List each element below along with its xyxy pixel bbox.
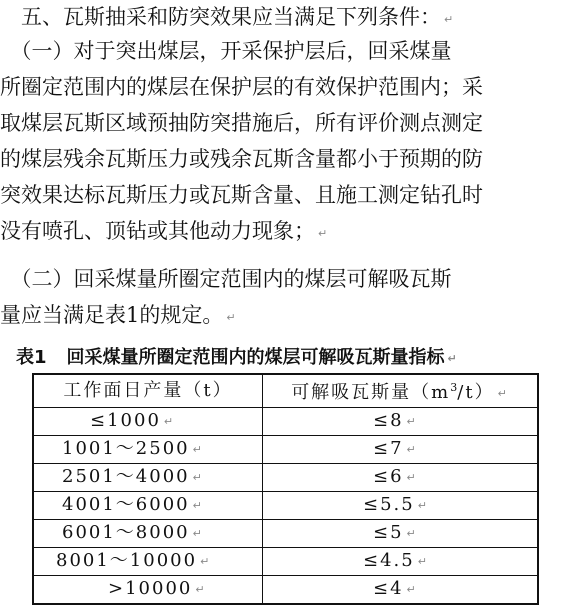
paragraph-line: 量应当满足表1的规定。 ↵ — [0, 303, 236, 327]
paragraph-line: 所圈定范围内的煤层在保护层的有效保护范围内；采 — [0, 75, 483, 99]
table-row — [33, 548, 538, 576]
cell-gas: ≤5.5 ↵ — [263, 492, 539, 520]
table-row — [33, 408, 538, 436]
return-mark-icon: ↵ — [192, 471, 204, 484]
return-mark-icon: ↵ — [163, 415, 176, 428]
return-mark-icon: ↵ — [200, 555, 212, 568]
paragraph-line: 的煤层残余瓦斯压力或残余瓦斯含量都小于预期的防 — [0, 147, 483, 171]
return-mark-icon: ↵ — [406, 443, 418, 456]
cell-production: 2501～4000 ↵ — [33, 464, 263, 492]
cell-production: >10000 ↵ — [33, 576, 263, 605]
cell-gas: ≤4.5 ↵ — [263, 548, 539, 576]
return-mark-icon: ↵ — [226, 311, 236, 324]
table-row — [33, 520, 538, 548]
return-mark-icon: ↵ — [447, 352, 457, 365]
return-mark-icon: ↵ — [417, 499, 429, 512]
cell-gas: ≤5 ↵ — [263, 520, 539, 548]
return-mark-icon: ↵ — [417, 555, 429, 568]
cell-gas: ≤6 ↵ — [263, 464, 539, 492]
return-mark-icon: ↵ — [318, 227, 328, 240]
table-caption-text: 回采煤量所圈定范围内的煤层可解吸瓦斯量指标 — [66, 347, 445, 368]
gas-index-table — [32, 373, 539, 605]
cell-production: 4001～6000 ↵ — [33, 492, 263, 520]
header-production: 工作面日产量（t） — [33, 374, 263, 408]
section-heading: 五、瓦斯抽采和防突效果应当满足下列条件： ↵ — [0, 5, 454, 29]
return-mark-icon: ↵ — [444, 13, 454, 26]
return-mark-icon: ↵ — [406, 415, 418, 428]
cell-production: 8001～10000 ↵ — [33, 548, 263, 576]
paragraph-line: 取煤层瓦斯区域预抽防突措施后，所有评价测点测定 — [0, 111, 483, 135]
table-caption-number: 表1 — [16, 347, 47, 368]
cell-gas: ≤4 ↵ — [263, 576, 539, 605]
return-mark-icon: ↵ — [406, 527, 418, 540]
table-row — [33, 436, 538, 464]
paragraph-line: （一）对于突出煤层，开采保护层后，回采煤量 — [0, 39, 452, 63]
table-header-row — [33, 374, 538, 408]
table-caption — [16, 346, 561, 371]
return-mark-icon: ↵ — [195, 583, 207, 596]
paragraph-line: （二）回采煤量所圈定范围内的煤层可解吸瓦斯 — [0, 267, 452, 291]
cell-production: 6001～8000 ↵ — [33, 520, 263, 548]
cell-production: ≤1000 ↵ — [33, 408, 263, 436]
header-gas: 可解吸瓦斯量$(m^3/t)$ ↵ — [263, 374, 539, 408]
return-mark-icon: ↵ — [497, 387, 509, 400]
return-mark-icon: ↵ — [192, 443, 204, 456]
cell-production: 1001～2500 ↵ — [33, 436, 263, 464]
cell-gas: ≤7 ↵ — [263, 436, 539, 464]
paragraph-line: 突效果达标瓦斯压力或瓦斯含量、且施工测定钻孔时 — [0, 183, 483, 207]
table-row — [33, 492, 538, 520]
return-mark-icon: ↵ — [192, 499, 204, 512]
table-row — [33, 464, 538, 492]
return-mark-icon: ↵ — [192, 527, 204, 540]
table-row — [33, 576, 538, 605]
return-mark-icon: ↵ — [406, 471, 418, 484]
return-mark-icon: ↵ — [406, 583, 418, 596]
paragraph-line: 没有喷孔、顶钻或其他动力现象； ↵ — [0, 219, 328, 243]
cell-gas: ≤8 ↵ — [263, 408, 539, 436]
